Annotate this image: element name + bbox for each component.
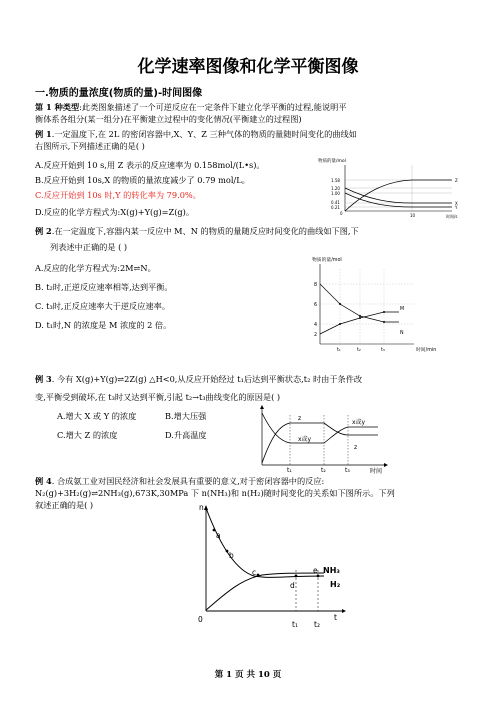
ex2-stem-line1: 例 2.在一定温度下,容器内某一反应中 M、N 的物质的量随反应时间变化的曲线如下图,下 — [35, 226, 359, 236]
ex2-option-c: C. t₃时,正反应速率大于逆反应速率。 — [35, 301, 170, 311]
ex1-xtick: 10 — [410, 213, 416, 218]
ex3-chart — [258, 405, 398, 475]
ex3-curve-xy — [262, 413, 378, 443]
ex4-point-label: a — [216, 531, 221, 540]
ex3-label: x或y — [352, 419, 366, 426]
ex2-option-d: D. t₁时,N 的浓度是 M 浓度的 2 倍。 — [35, 320, 172, 330]
ex1-curve-x — [345, 188, 452, 203]
ex4-stem-line3: 叙述正确的是( ) — [35, 500, 94, 510]
ex2-ytick: 6 — [314, 303, 318, 308]
ex4-origin: 0 — [198, 615, 203, 624]
ex4-xtick: t₁ — [292, 620, 298, 629]
ex4-curve-label: NH₃ — [323, 566, 340, 575]
ex2-stem-line2: 列表述中正确的是 ( ) — [50, 242, 128, 252]
ex1-series-label: Z — [455, 178, 458, 183]
ex2-xtick: t₁ — [337, 348, 341, 353]
ex3-xtick: t₁ — [287, 467, 292, 474]
ex4-xlabel: t — [334, 613, 337, 622]
ex2-ytick: 8 — [314, 283, 318, 288]
ex4-curve-label: H₂ — [330, 580, 341, 589]
ex1-chart — [318, 155, 470, 221]
ex2-option-b: B. t₂时,正逆反应速率相等,达到平衡。 — [35, 282, 173, 292]
ex3-stem-line2: 变,平衡受到破坏,在 t₃时又达到平衡,引起 t₂→t₃曲线变化的原因是( ) — [35, 392, 281, 402]
ex4-ylabel: n — [199, 503, 204, 512]
ex4-stem-line1: 例 4. 合成氨工业对国民经济和社会发展具有重要的意义,对于密闭容器中的反应: — [35, 476, 325, 486]
ex3-label: z — [354, 444, 358, 451]
section-heading: 一.物质的量浓度(物质的量)-时间图像 — [35, 88, 203, 99]
ex1-stem-line1: 例 1.一定温度下,在 2L 的密闭容器中,X、Y、Z 三种气体的物质的量随时间变化的曲线如 — [35, 129, 357, 139]
ex3-option-d: D.升高温度 — [165, 430, 207, 440]
ex3-label: z — [298, 415, 302, 422]
ex1-stem-line2: 右图所示,下列描述正确的是( ) — [35, 141, 145, 151]
ex2-xtick: t₂ — [357, 348, 361, 353]
ex3-option-b: B.增大压强 — [165, 411, 207, 421]
ex3-option-a: A.增大 X 或 Y 的浓度 — [57, 411, 137, 421]
ex2-xtick: t₃ — [381, 348, 385, 353]
ex1-xlabel: 时间/s — [446, 214, 458, 219]
ex2-series-label: N — [400, 331, 404, 336]
ex1-option-c: C.反应开始到 10s 时,Y 的转化率为 79.0%。 — [35, 190, 201, 200]
ex1-ytick: 1.00 — [331, 191, 340, 196]
ex3-xtick: t₃ — [345, 467, 350, 474]
ex1-series-label: Y — [455, 205, 458, 210]
ex1-ytick: 1.58 — [331, 178, 340, 183]
ex2-series-label: M — [400, 307, 405, 312]
type1-line1: 第 1 种类型:此类图象描述了一个可逆反应在一定条件下建立化学平衡的过程,能说明平 — [35, 102, 347, 112]
ex2-ylabel: 物质的量/mol — [312, 258, 342, 263]
ex2-option-a: A.反应的化学方程式为:2M⇌N。 — [35, 263, 156, 273]
ex1-option-b: B.反应开始到 10s,X 的物质的量浓度减少了 0.79 mol/L。 — [35, 175, 250, 185]
type1-line2: 衡体系各组分(某一组分)在平衡建立过程中的变化情况(平衡建立的过程图) — [35, 114, 302, 124]
ex1-ytick: 0 — [340, 211, 343, 216]
ex4-stem-line2: N₂(g)+3H₂(g)⇌2NH₃(g),673K,30MPa 下 n(NH₃)和 n(H₂)随时间变化的关系如下图所示。下列 — [35, 488, 395, 498]
ex1-ylabel: 物质的量/mol — [318, 159, 346, 164]
ex3-xlabel: 时间 — [370, 468, 383, 475]
ex4-point-label: e — [313, 566, 318, 575]
ex1-ytick: 0.21 — [331, 205, 340, 210]
ex4-point-label: c — [252, 568, 257, 577]
ex4-curve-nh3 — [206, 573, 324, 610]
ex1-curve-y — [345, 193, 452, 207]
ex4-xtick: t₂ — [314, 620, 320, 629]
ex4-curve-h2 — [206, 508, 324, 577]
ex1-option-a: A.反应开始到 10 s,用 Z 表示的反应速率为 0.158mol/(L•s)。 — [35, 160, 265, 170]
page-footer: 第 1 页 共 10 页 — [214, 670, 282, 680]
ex2-ytick: 4 — [314, 323, 318, 328]
ex3-stem-line1: 例 3. 今有 X(g)+Y(g)⇌2Z(g) △H<0,从反应开始经过 t₁后达到平衡状态,t₂ 时由于条件改 — [35, 374, 363, 384]
ex4-chart — [194, 500, 354, 634]
ex2-ytick: 2 — [314, 333, 318, 338]
ex4-point-label: d — [290, 581, 295, 590]
ex1-ytick: 1.20 — [331, 186, 340, 191]
ex4-point-label: b — [229, 551, 234, 560]
ex1-option-d: D.反应的化学方程式为:X(g)+Y(g)=Z(g)。 — [35, 207, 195, 217]
ex3-xtick: t₂ — [321, 467, 326, 474]
ex1-ytick: 0.41 — [331, 200, 340, 205]
ex3-option-c: C.增大 Z 的浓度 — [57, 430, 118, 440]
ex2-xlabel: 时间/min — [416, 348, 437, 353]
ex2-chart — [304, 254, 460, 362]
ex3-label: x或y — [298, 436, 312, 443]
page-title: 化学速率图像和化学平衡图像 — [137, 57, 359, 77]
ex1-series-label: X — [455, 201, 458, 206]
